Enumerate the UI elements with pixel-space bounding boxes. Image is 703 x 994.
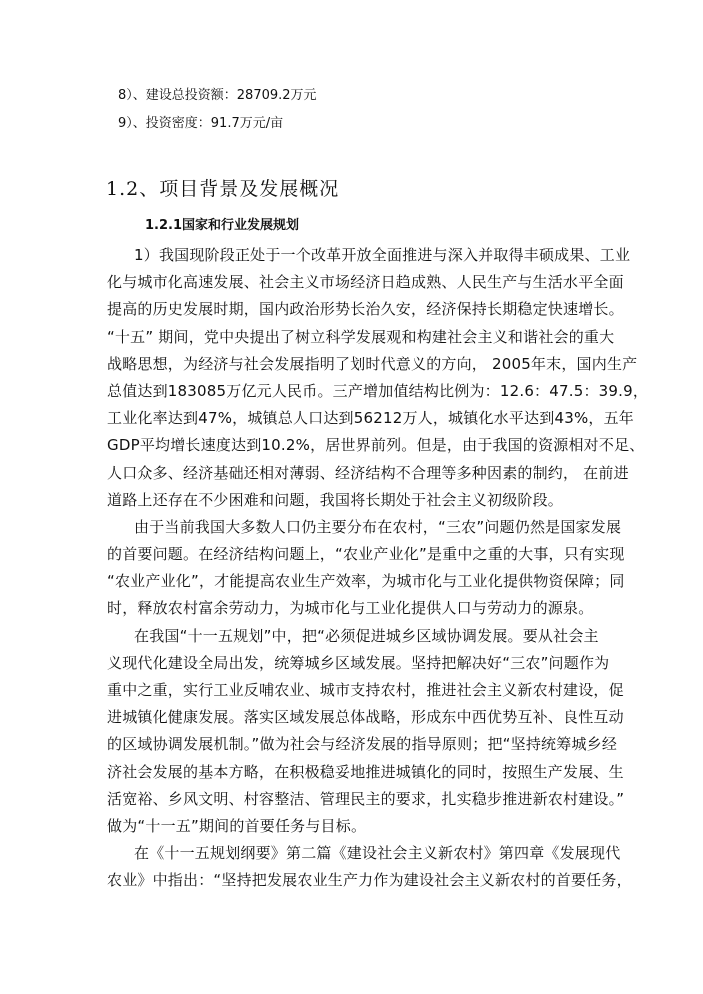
- text-line: 在我国“十一五规划”中，把“必须促进城乡区域协调发展。要从社会主: [134, 626, 599, 645]
- text-line: “十五” 期间，党中央提出了树立科学发展观和构建社会主义和谐社会的重大: [107, 327, 615, 346]
- item-total-investment: 8）、建设总投资额：28709.2万元: [118, 88, 317, 103]
- text-line: 济社会发展的基本方略，在积极稳妥地推进城镇化的同时，按照生产发展、生: [107, 762, 624, 781]
- text-line: 人口众多、经济基础还相对薄弱、经济结构不合理等多种因素的制约， 在前进: [107, 463, 629, 482]
- text-line: 战略思想，为经济与社会发展指明了划时代意义的方向， 2005年末，国内生产: [107, 354, 638, 373]
- text-line: 时，释放农村富余劳动力，为城市化与工业化提供人口与劳动力的源泉。: [107, 599, 594, 618]
- text-line: 工业化率达到47%，城镇总人口达到56212万人，城镇化水平达到43%，五年: [107, 409, 634, 428]
- section-heading-1-2: 1.2、项目背景及发展概况: [106, 178, 340, 200]
- text-line: 的区域协调发展机制。”做为社会与经济发展的指导原则；把“坚持统筹城乡经: [107, 735, 618, 754]
- text-line: 重中之重，实行工业反哺农业、城市支持农村，推进社会主义新农村建设，促: [107, 681, 624, 699]
- text-line: 的首要问题。在经济结构问题上，“农业产业化”是重中之重的大事，只有实现: [107, 545, 625, 564]
- text-line: 1）我国现阶段正处于一个改革开放全面推进与深入并取得丰硕成果、工业: [134, 246, 631, 264]
- text-line: 活宽裕、乡风文明、村容整洁、管理民主的要求，扎实稳步推进新农村建设。”: [107, 789, 625, 808]
- text-line: 道路上还存在不少困难和问题，我国将长期处于社会主义初级阶段。: [107, 490, 564, 509]
- item-investment-density: 9）、投资密度：91.7万元/亩: [118, 116, 284, 131]
- text-line: 化与城市化高速发展、社会主义市场经济日趋成熟、人民生产与生活水平全面: [107, 273, 624, 292]
- body-text: [107, 242, 649, 895]
- text-line: 由于当前我国大多数人口仍主要分布在农村，“三农”问题仍然是国家发展: [134, 517, 622, 536]
- text-line: “农业产业化”，才能提高农业生产效率，为城市化与工业化提供物资保障；同: [107, 572, 625, 591]
- text-line: 农业》中指出：“坚持把发展农业生产力作为建设社会主义新农村的首要任务，: [107, 871, 632, 890]
- text-line: 做为“十一五”期间的首要任务与目标。: [107, 816, 367, 835]
- subsection-heading-1-2-1: 1.2.1国家和行业发展规划: [145, 218, 300, 233]
- text-line: 义现代化建设全局出发，统筹城乡区域发展。坚持把解决好“三农”问题作为: [107, 653, 610, 672]
- text-line: GDP平均增长速度达到10.2%，居世界前列。但是，由于我国的资源相对不足、: [107, 436, 645, 455]
- text-line: 在《十一五规划纲要》第二篇《建设社会主义新农村》第四章《发展现代: [134, 844, 621, 863]
- text-line: 进城镇化健康发展。落实区域发展总体战略，形成东中西优势互补、良性互动: [107, 708, 624, 727]
- text-line: 总值达到183085万亿元人民币。三产增加值结构比例为：12.6：47.5：39.9，: [107, 381, 649, 400]
- text-line: 提高的历史发展时期，国内政治形势长治久安，经济保持长期稳定快速增长。: [107, 300, 624, 319]
